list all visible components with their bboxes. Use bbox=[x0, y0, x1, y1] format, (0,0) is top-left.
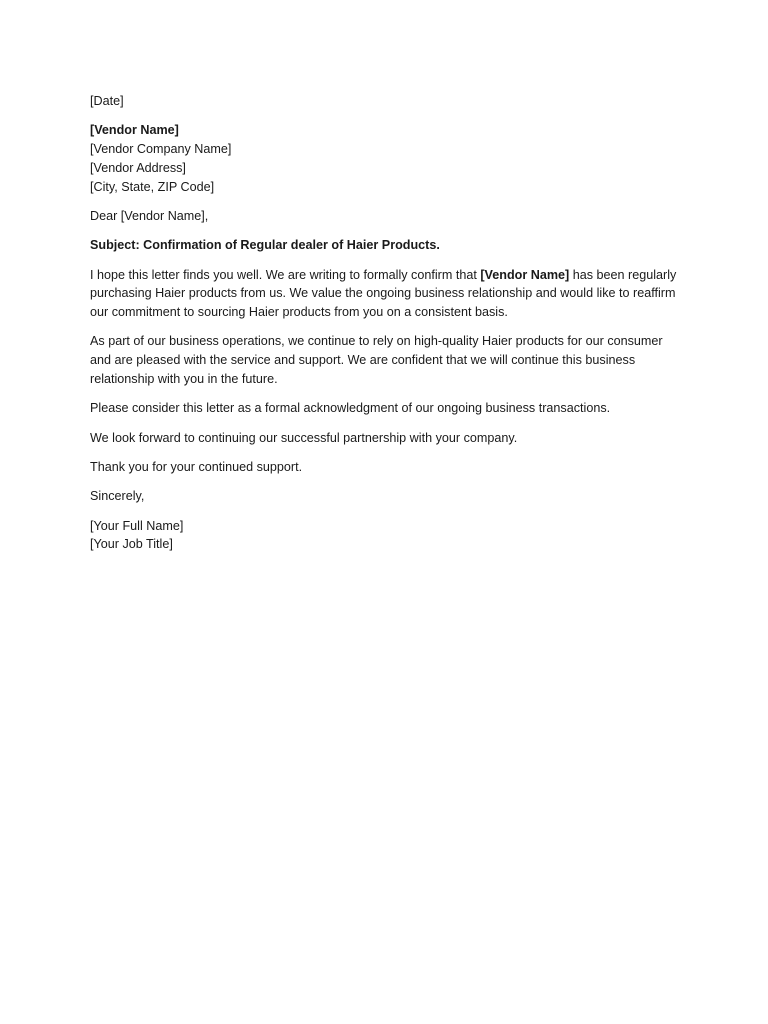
recipient-address: [Vendor Address] bbox=[90, 160, 186, 175]
recipient-company: [Vendor Company Name] bbox=[90, 142, 232, 157]
salutation: Dear [Vendor Name], bbox=[90, 208, 209, 223]
body-paragraph-1-text-start: I hope this letter finds you well. We are writing to formally confirm that bbox=[90, 267, 481, 282]
body-paragraph-5: Thank you for your continued support. bbox=[90, 459, 303, 474]
letter-body bbox=[90, 92, 680, 565]
recipient-name: [Vendor Name] bbox=[90, 123, 179, 138]
body-paragraph-1 bbox=[90, 266, 680, 322]
signature-name: [Your Full Name] bbox=[90, 518, 184, 533]
letter-date: [Date] bbox=[90, 94, 124, 108]
recipient-block bbox=[90, 121, 680, 196]
body-paragraph-4: We look forward to continuing our successful partnership with your company. bbox=[90, 430, 518, 445]
signature-title: [Your Job Title] bbox=[90, 537, 173, 552]
subject-line: Subject: Confirmation of Regular dealer of Haier Products. bbox=[90, 238, 440, 253]
closing: Sincerely, bbox=[90, 489, 145, 504]
signature-block bbox=[90, 517, 680, 555]
body-paragraph-2: As part of our business operations, we continue to rely on high-quality Haier products for our consumer and are pleased with the service and support. We are confident that we will continue this business relationship with you in the future. bbox=[90, 334, 663, 387]
body-paragraph-3: Please consider this letter as a formal acknowledgment of our ongoing business transactions. bbox=[90, 401, 611, 416]
recipient-city-state-zip: [City, State, ZIP Code] bbox=[90, 179, 215, 194]
body-paragraph-1-text-end: has been regularly purchasing Haier products from us. We value the ongoing business relationship and would like to reaffirm our commitment to sourcing Haier products from you on a consistent basis. bbox=[90, 267, 677, 320]
vendor-name-emphasis: [Vendor Name] bbox=[480, 267, 570, 282]
